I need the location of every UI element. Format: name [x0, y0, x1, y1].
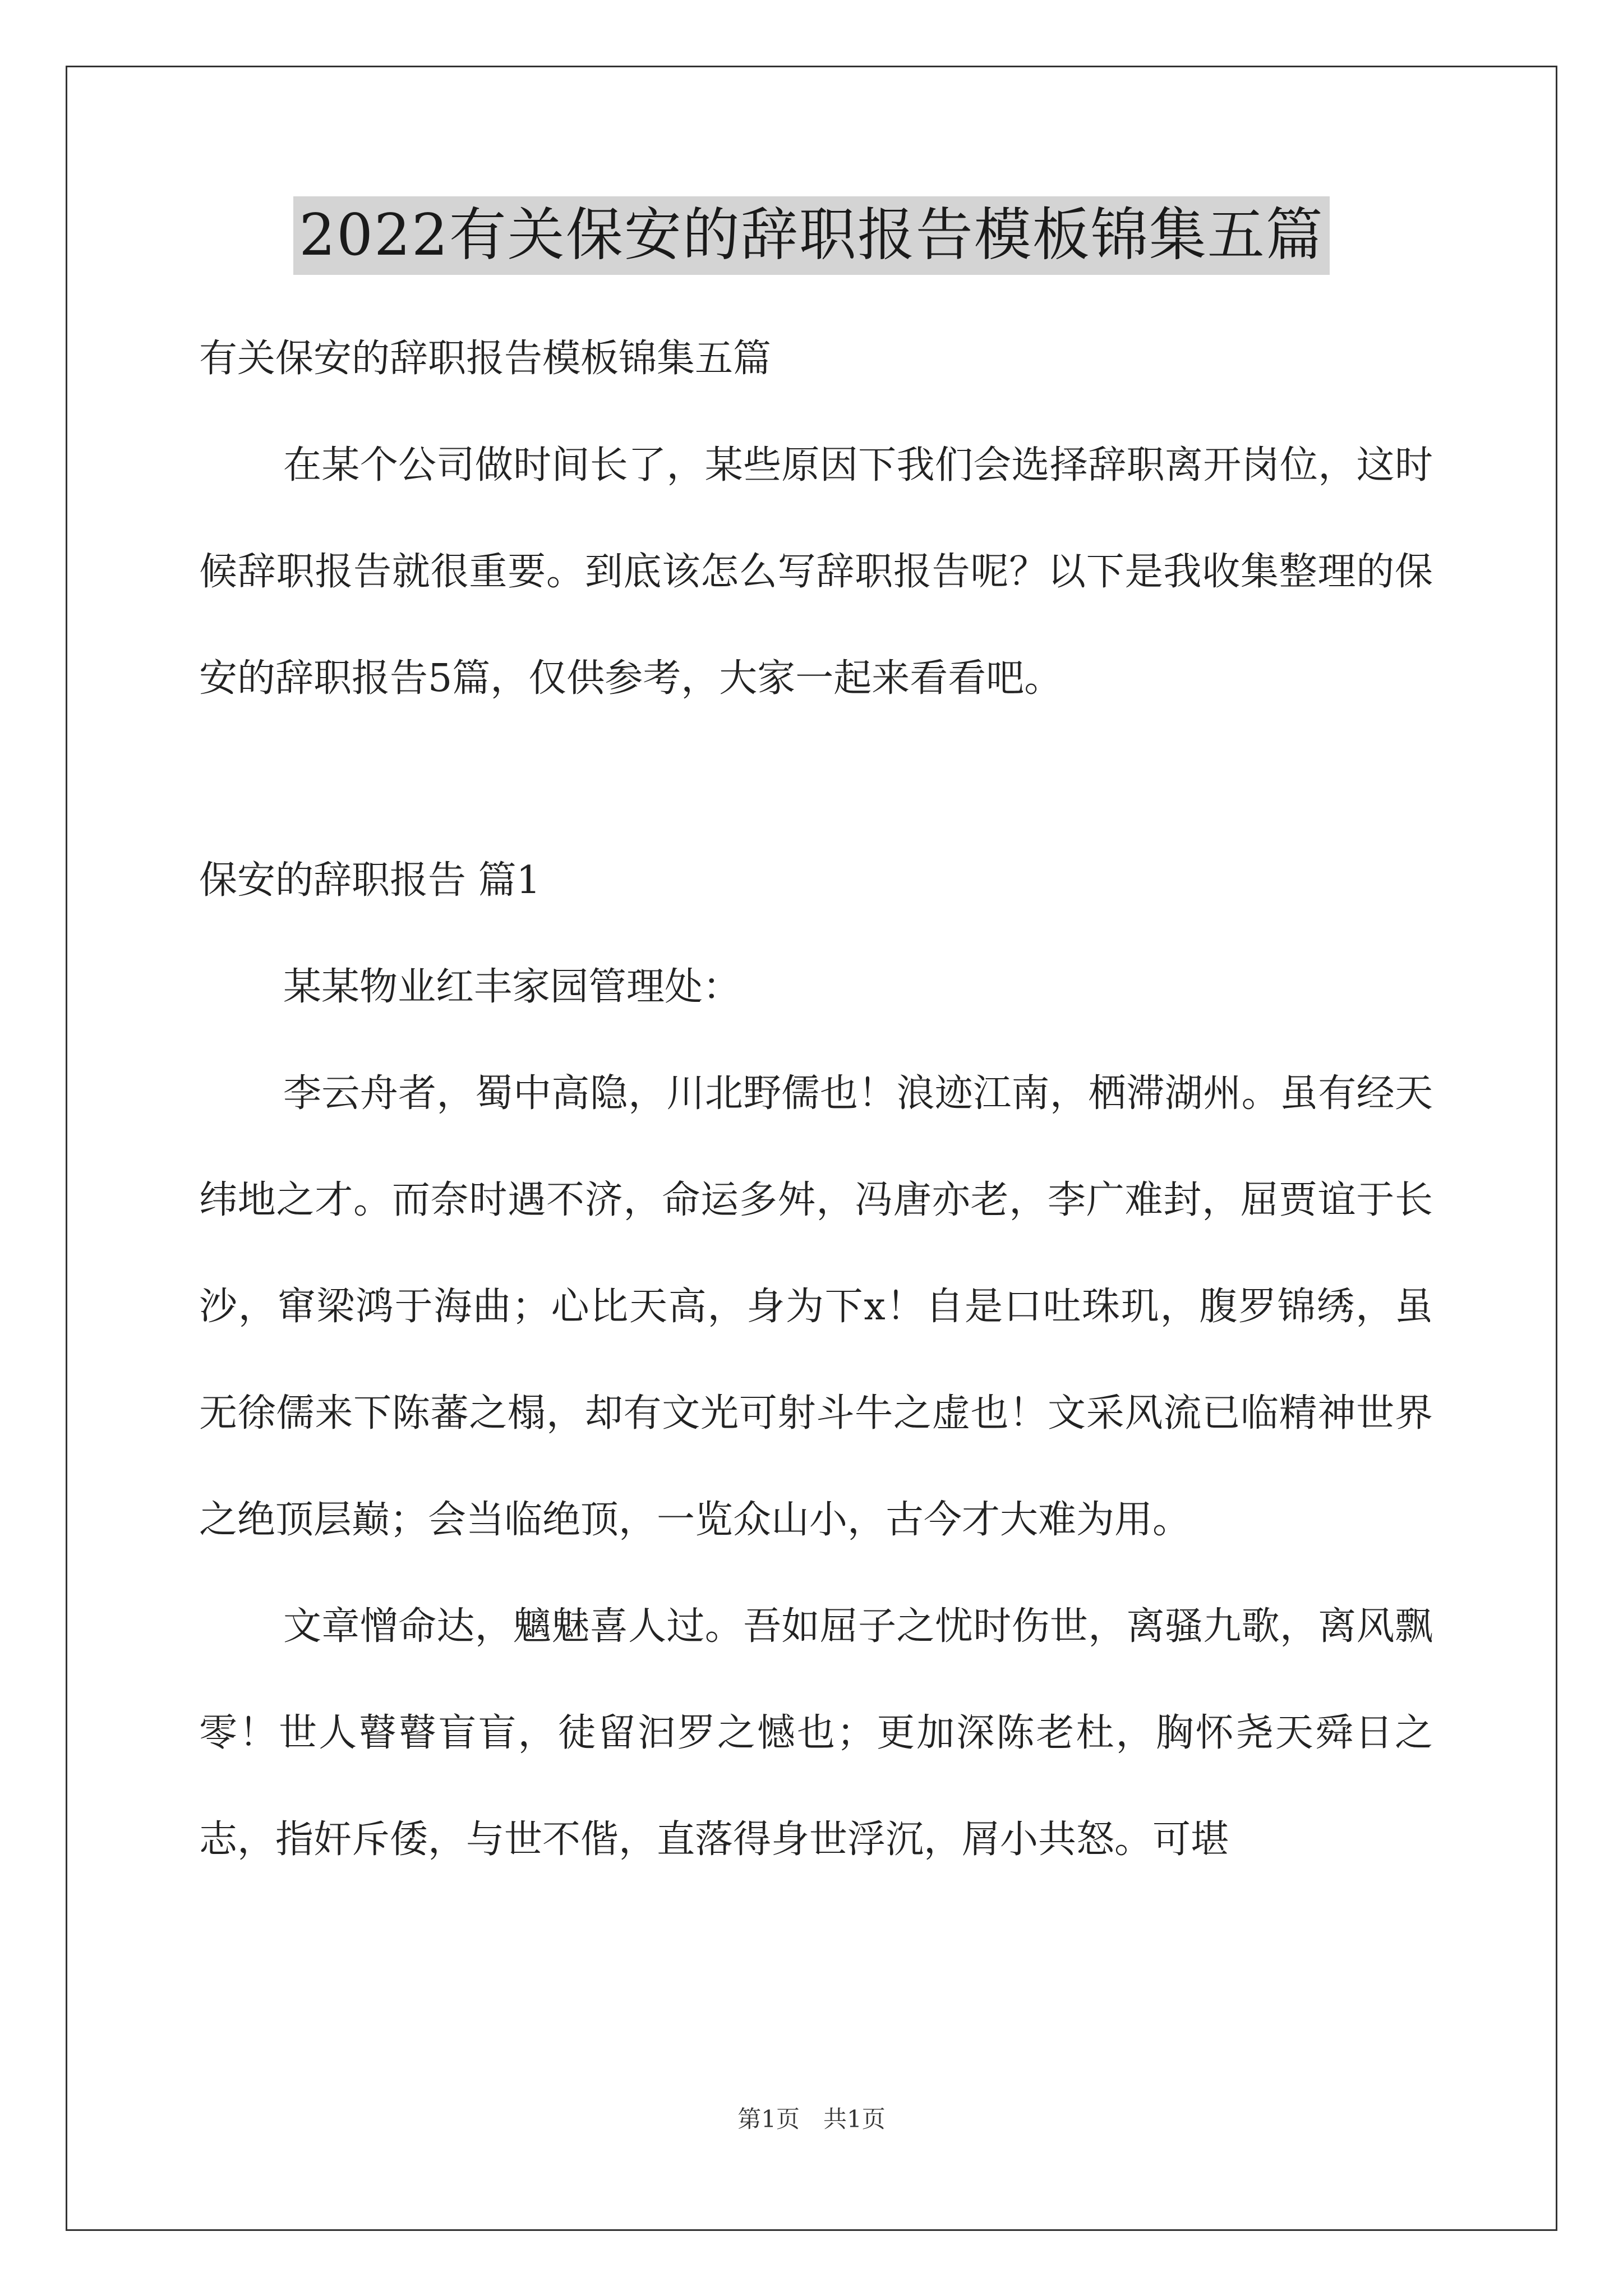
body-paragraph-1: 李云舟者，蜀中高隐，川北野儒也！浪迹江南，栖滞湖州。虽有经天纬地之才。而奈时遇不济，命运多舛，冯唐亦老，李广难封，屈贾谊于长沙，窜梁鸿于海曲；心比天高，身为下x！自是口吐珠玑，腹罗锦绣，虽无徐儒来下陈蕃之榻，却有文光可射斗牛之虚也！文采风流已临精神世界之绝顶层巅；会当临绝顶，一览众山小，古今才大难为用。	[199, 1071, 1433, 1542]
body-paragraph-2: 文章憎命达，魑魅喜人过。吾如屈子之忧时伤世，离骚九歌，离风飘零！世人瞽瞽盲盲，徒留汩罗之憾也；更加深陈老杜，胸怀尧天舜日之志，指奸斥倭，与世不偕，直落得身世浮沉，屑小共怒。可堪	[199, 1604, 1433, 1862]
section-spacer	[199, 732, 1433, 827]
salutation: 某某物业红丰家园管理处：	[283, 965, 741, 1009]
document-subtitle: 有关保安的辞职报告模板锦集五篇	[199, 337, 772, 381]
page-number: 第1页 共1页	[737, 2105, 886, 2133]
title-container	[0, 196, 1623, 275]
section-heading: 保安的辞职报告 篇1	[199, 858, 541, 903]
intro-paragraph: 在某个公司做时间长了，某些原因下我们会选择辞职离开岗位，这时候辞职报告就很重要。到底该怎么写辞职报告呢？以下是我收集整理的保安的辞职报告5篇，仅供参考，大家一起来看看吧。	[199, 443, 1433, 701]
document-title: 2022有关保安的辞职报告模板锦集五篇	[293, 196, 1330, 275]
page-footer	[0, 2101, 1623, 2134]
document-body	[199, 306, 1433, 1893]
